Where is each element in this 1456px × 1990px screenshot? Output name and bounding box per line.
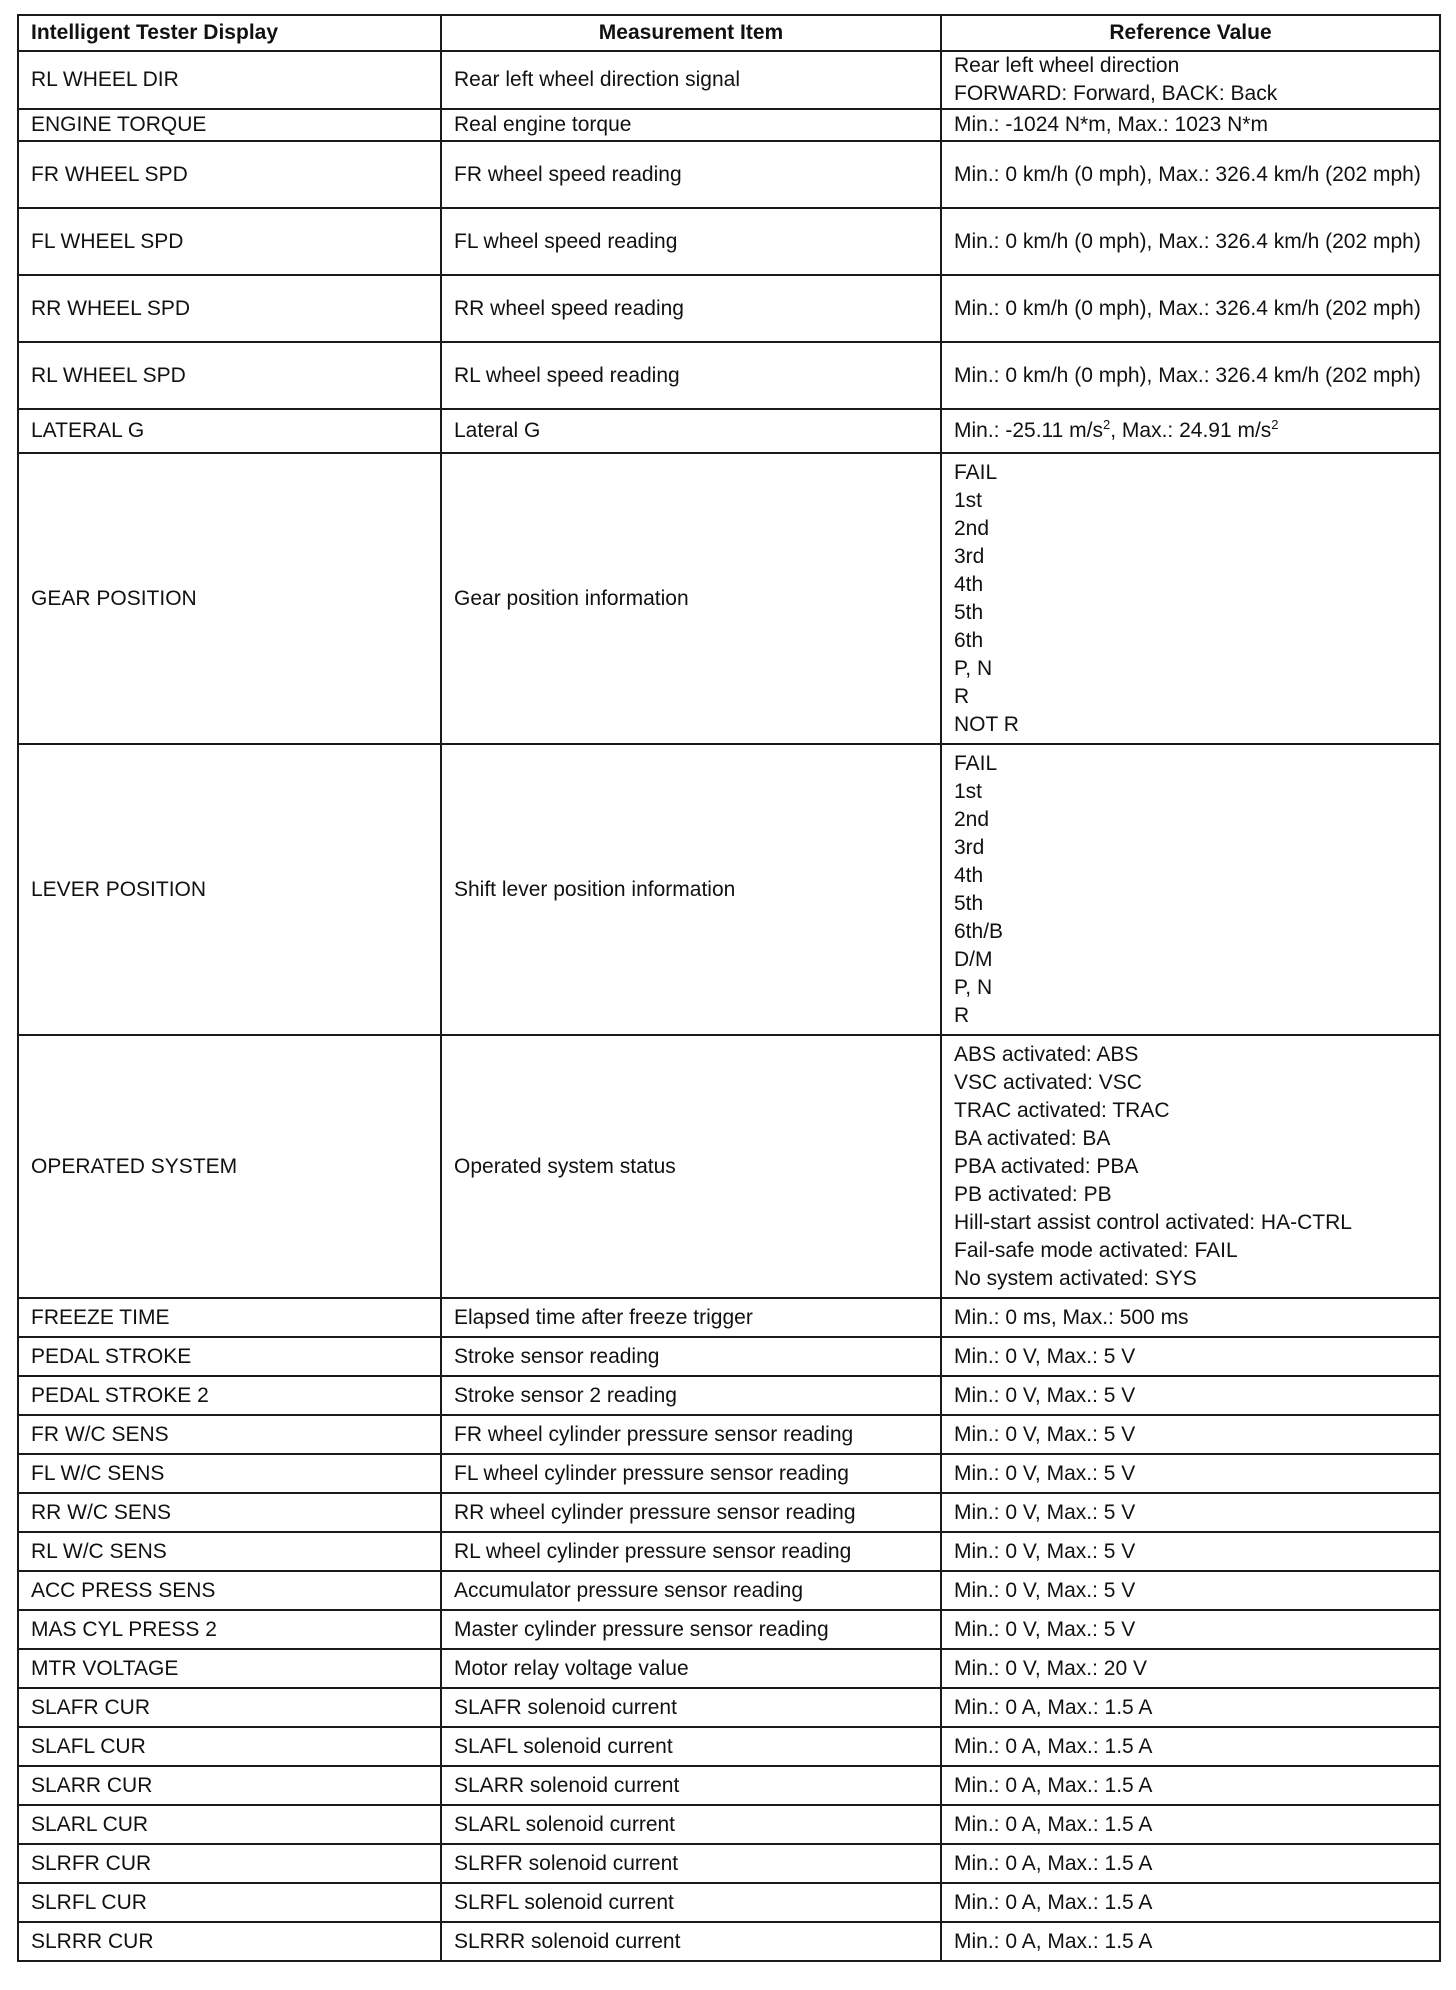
reference-value-line: Min.: 0 V, Max.: 5 V bbox=[954, 1617, 1136, 1641]
reference-value-line: Rear left wheel direction bbox=[954, 54, 1180, 77]
reference-value-line: Min.: 0 V, Max.: 5 V bbox=[954, 1422, 1136, 1446]
table-row bbox=[18, 1610, 1440, 1649]
superscript: 2 bbox=[1103, 417, 1111, 432]
reference-value-line: P, N bbox=[954, 656, 993, 680]
tester-display-cell: SLRFL CUR bbox=[18, 1883, 441, 1922]
superscript: 2 bbox=[1271, 417, 1279, 432]
reference-value-line: 1st bbox=[954, 488, 983, 512]
tester-display-cell: MTR VOLTAGE bbox=[18, 1649, 441, 1688]
reference-value-line: D/M bbox=[954, 947, 993, 971]
reference-value-line: 2nd bbox=[954, 807, 990, 831]
reference-value-line: Min.: 0 km/h (0 mph), Max.: 326.4 km/h (202 mph) bbox=[954, 229, 1421, 253]
reference-value-line: Min.: 0 ms, Max.: 500 ms bbox=[954, 1305, 1189, 1329]
reference-value-line: Min.: 0 V, Max.: 5 V bbox=[954, 1461, 1136, 1485]
tester-display-cell: FR W/C SENS bbox=[18, 1415, 441, 1454]
reference-value-cell bbox=[941, 1454, 1440, 1493]
reference-value-line: Min.: 0 A, Max.: 1.5 A bbox=[954, 1773, 1153, 1797]
reference-value-cell bbox=[941, 1766, 1440, 1805]
reference-value-cell bbox=[941, 409, 1440, 453]
reference-value-line: Min.: 0 A, Max.: 1.5 A bbox=[954, 1890, 1153, 1914]
measurement-item-cell: SLRRR solenoid current bbox=[441, 1922, 941, 1961]
reference-value-line: Min.: -1024 N*m, Max.: 1023 N*m bbox=[954, 113, 1268, 136]
table-row bbox=[18, 275, 1440, 342]
reference-value-line: Min.: 0 V, Max.: 5 V bbox=[954, 1500, 1136, 1524]
measurement-item-cell: SLAFR solenoid current bbox=[441, 1688, 941, 1727]
reference-value-line: Min.: 0 A, Max.: 1.5 A bbox=[954, 1929, 1153, 1953]
table-row bbox=[18, 453, 1440, 744]
reference-value-line: PB activated: PB bbox=[954, 1182, 1112, 1206]
tester-display-cell: GEAR POSITION bbox=[18, 453, 441, 744]
reference-value-line: Min.: 0 A, Max.: 1.5 A bbox=[954, 1695, 1153, 1719]
tester-display-cell: LEVER POSITION bbox=[18, 744, 441, 1035]
measurement-item-cell: RR wheel cylinder pressure sensor reading bbox=[441, 1493, 941, 1532]
measurement-item-cell: FL wheel cylinder pressure sensor reading bbox=[441, 1454, 941, 1493]
reference-value-line: P, N bbox=[954, 975, 993, 999]
reference-value-line: Min.: 0 V, Max.: 5 V bbox=[954, 1539, 1136, 1563]
tester-display-cell: FR WHEEL SPD bbox=[18, 141, 441, 208]
measurement-item-cell: Lateral G bbox=[441, 409, 941, 453]
reference-value-line: Min.: 0 A, Max.: 1.5 A bbox=[954, 1812, 1153, 1836]
table-header-row bbox=[18, 15, 1440, 51]
tester-display-cell: SLARL CUR bbox=[18, 1805, 441, 1844]
reference-value-line: R bbox=[954, 684, 970, 708]
reference-value-line: 6th bbox=[954, 628, 984, 652]
tester-display-cell: FL W/C SENS bbox=[18, 1454, 441, 1493]
reference-value-line: 5th bbox=[954, 600, 984, 624]
reference-value-line: BA activated: BA bbox=[954, 1126, 1111, 1150]
reference-value-line: Fail-safe mode activated: FAIL bbox=[954, 1238, 1238, 1262]
reference-value-line: Hill-start assist control activated: HA-CTRL bbox=[954, 1210, 1352, 1234]
measurement-item-cell: RR wheel speed reading bbox=[441, 275, 941, 342]
reference-value-line: Min.: 0 V, Max.: 5 V bbox=[954, 1383, 1136, 1407]
table-row bbox=[18, 51, 1440, 109]
measurement-item-cell: SLRFL solenoid current bbox=[441, 1883, 941, 1922]
reference-value-cell bbox=[941, 275, 1440, 342]
tester-display-cell: ENGINE TORQUE bbox=[18, 109, 441, 141]
tester-display-cell: PEDAL STROKE 2 bbox=[18, 1376, 441, 1415]
reference-value-cell bbox=[941, 1649, 1440, 1688]
reference-value-line: R bbox=[954, 1003, 970, 1027]
tester-display-cell: RL WHEEL DIR bbox=[18, 51, 441, 109]
reference-value-line: FAIL bbox=[954, 460, 998, 484]
tester-display-cell: RR W/C SENS bbox=[18, 1493, 441, 1532]
reference-value-line: FORWARD: Forward, BACK: Back bbox=[954, 82, 1278, 105]
reference-value-cell bbox=[941, 1035, 1440, 1298]
reference-value-line: TRAC activated: TRAC bbox=[954, 1098, 1170, 1122]
table-row bbox=[18, 1035, 1440, 1298]
tester-display-cell: PEDAL STROKE bbox=[18, 1337, 441, 1376]
measurement-item-cell: Operated system status bbox=[441, 1035, 941, 1298]
measurement-item-cell: FL wheel speed reading bbox=[441, 208, 941, 275]
tester-display-cell: RL WHEEL SPD bbox=[18, 342, 441, 409]
tester-display-cell: SLAFR CUR bbox=[18, 1688, 441, 1727]
measurement-item-cell: Stroke sensor reading bbox=[441, 1337, 941, 1376]
reference-value-line: 4th bbox=[954, 863, 984, 887]
table-row bbox=[18, 1844, 1440, 1883]
measurement-item-cell: Elapsed time after freeze trigger bbox=[441, 1298, 941, 1337]
reference-value-line: 2nd bbox=[954, 516, 990, 540]
measurement-item-cell: RL wheel cylinder pressure sensor reading bbox=[441, 1532, 941, 1571]
reference-value-line: ABS activated: ABS bbox=[954, 1042, 1139, 1066]
reference-value-cell bbox=[941, 1805, 1440, 1844]
table-row bbox=[18, 1415, 1440, 1454]
reference-value-cell bbox=[941, 1298, 1440, 1337]
reference-value-cell bbox=[941, 208, 1440, 275]
tester-display-cell: SLARR CUR bbox=[18, 1766, 441, 1805]
measurement-item-cell: SLARR solenoid current bbox=[441, 1766, 941, 1805]
reference-value-line: Min.: 0 A, Max.: 1.5 A bbox=[954, 1851, 1153, 1875]
reference-value-cell bbox=[941, 1376, 1440, 1415]
measurement-item-cell: FR wheel speed reading bbox=[441, 141, 941, 208]
table-row bbox=[18, 1649, 1440, 1688]
reference-value-cell bbox=[941, 1844, 1440, 1883]
header-measurement-item: Measurement Item bbox=[441, 15, 941, 51]
reference-value-cell bbox=[941, 744, 1440, 1035]
table-row bbox=[18, 1922, 1440, 1961]
reference-value-cell bbox=[941, 1532, 1440, 1571]
tester-display-cell: LATERAL G bbox=[18, 409, 441, 453]
measurement-item-cell: Gear position information bbox=[441, 453, 941, 744]
header-tester-display: Intelligent Tester Display bbox=[18, 15, 441, 51]
measurement-item-cell: Accumulator pressure sensor reading bbox=[441, 1571, 941, 1610]
reference-value-cell bbox=[941, 1727, 1440, 1766]
measurement-item-cell: SLARL solenoid current bbox=[441, 1805, 941, 1844]
table-row bbox=[18, 1376, 1440, 1415]
tester-display-cell: RL W/C SENS bbox=[18, 1532, 441, 1571]
table-row bbox=[18, 1571, 1440, 1610]
reference-value-text: Min.: -25.11 m/s bbox=[954, 419, 1103, 442]
reference-value-cell bbox=[941, 1337, 1440, 1376]
reference-value-line: Min.: 0 A, Max.: 1.5 A bbox=[954, 1734, 1153, 1758]
reference-value-cell bbox=[941, 453, 1440, 744]
table-row bbox=[18, 1298, 1440, 1337]
tester-display-cell: SLAFL CUR bbox=[18, 1727, 441, 1766]
table-body bbox=[18, 51, 1440, 1961]
table-row bbox=[18, 109, 1440, 141]
table-row bbox=[18, 1688, 1440, 1727]
tester-display-cell: FREEZE TIME bbox=[18, 1298, 441, 1337]
table-row bbox=[18, 744, 1440, 1035]
measurement-item-cell: SLAFL solenoid current bbox=[441, 1727, 941, 1766]
reference-value-cell bbox=[941, 109, 1440, 141]
reference-value-line: 1st bbox=[954, 779, 983, 803]
table-row bbox=[18, 1337, 1440, 1376]
reference-value-cell bbox=[941, 1610, 1440, 1649]
measurement-item-cell: Master cylinder pressure sensor reading bbox=[441, 1610, 941, 1649]
tester-display-cell: OPERATED SYSTEM bbox=[18, 1035, 441, 1298]
reference-value-cell bbox=[941, 1415, 1440, 1454]
measurement-item-cell: Stroke sensor 2 reading bbox=[441, 1376, 941, 1415]
reference-value-line: Min.: 0 V, Max.: 20 V bbox=[954, 1656, 1147, 1680]
reference-value-cell bbox=[941, 1883, 1440, 1922]
reference-value-line: PBA activated: PBA bbox=[954, 1154, 1139, 1178]
reference-value-line: FAIL bbox=[954, 751, 998, 775]
tester-display-cell: MAS CYL PRESS 2 bbox=[18, 1610, 441, 1649]
table-row bbox=[18, 141, 1440, 208]
reference-value-line: No system activated: SYS bbox=[954, 1266, 1197, 1290]
measurement-item-cell: Motor relay voltage value bbox=[441, 1649, 941, 1688]
header-reference-value: Reference Value bbox=[941, 15, 1440, 51]
measurement-item-cell: Real engine torque bbox=[441, 109, 941, 141]
tester-display-cell: RR WHEEL SPD bbox=[18, 275, 441, 342]
tester-display-cell: ACC PRESS SENS bbox=[18, 1571, 441, 1610]
reference-value-cell bbox=[941, 1571, 1440, 1610]
table-row bbox=[18, 1493, 1440, 1532]
measurement-item-cell: RL wheel speed reading bbox=[441, 342, 941, 409]
reference-value-cell bbox=[941, 51, 1440, 109]
table-row bbox=[18, 208, 1440, 275]
table-row bbox=[18, 1766, 1440, 1805]
reference-value-line: Min.: 0 V, Max.: 5 V bbox=[954, 1344, 1136, 1368]
reference-value-line: Min.: 0 V, Max.: 5 V bbox=[954, 1578, 1136, 1602]
table-row bbox=[18, 1532, 1440, 1571]
tester-display-cell: SLRRR CUR bbox=[18, 1922, 441, 1961]
measurement-item-cell: SLRFR solenoid current bbox=[441, 1844, 941, 1883]
reference-value-line: Min.: 0 km/h (0 mph), Max.: 326.4 km/h (202 mph) bbox=[954, 162, 1421, 186]
table-row bbox=[18, 1727, 1440, 1766]
reference-value-line: 5th bbox=[954, 891, 984, 915]
reference-value-cell bbox=[941, 1922, 1440, 1961]
reference-value-line: Min.: 0 km/h (0 mph), Max.: 326.4 km/h (202 mph) bbox=[954, 296, 1421, 320]
table-row bbox=[18, 1805, 1440, 1844]
reference-value-cell bbox=[941, 1493, 1440, 1532]
reference-value-line: 3rd bbox=[954, 835, 985, 859]
reference-value-cell bbox=[941, 342, 1440, 409]
table-row bbox=[18, 1454, 1440, 1493]
reference-value-line: 3rd bbox=[954, 544, 985, 568]
reference-value-line: 6th/B bbox=[954, 919, 1004, 943]
tester-display-cell: SLRFR CUR bbox=[18, 1844, 441, 1883]
measurement-item-cell: FR wheel cylinder pressure sensor reading bbox=[441, 1415, 941, 1454]
table-row bbox=[18, 409, 1440, 453]
reference-value-line: 4th bbox=[954, 572, 984, 596]
reference-value-line: Min.: 0 km/h (0 mph), Max.: 326.4 km/h (202 mph) bbox=[954, 363, 1421, 387]
reference-value-cell bbox=[941, 141, 1440, 208]
table-row bbox=[18, 342, 1440, 409]
table-row bbox=[18, 1883, 1440, 1922]
measurement-item-cell: Rear left wheel direction signal bbox=[441, 51, 941, 109]
data-list-table bbox=[17, 14, 1441, 1962]
reference-value-line: NOT R bbox=[954, 712, 1019, 736]
measurement-item-cell: Shift lever position information bbox=[441, 744, 941, 1035]
reference-value-text: , Max.: 24.91 m/s bbox=[1110, 419, 1272, 442]
reference-value-cell bbox=[941, 1688, 1440, 1727]
reference-value-line: VSC activated: VSC bbox=[954, 1070, 1142, 1094]
tester-display-cell: FL WHEEL SPD bbox=[18, 208, 441, 275]
